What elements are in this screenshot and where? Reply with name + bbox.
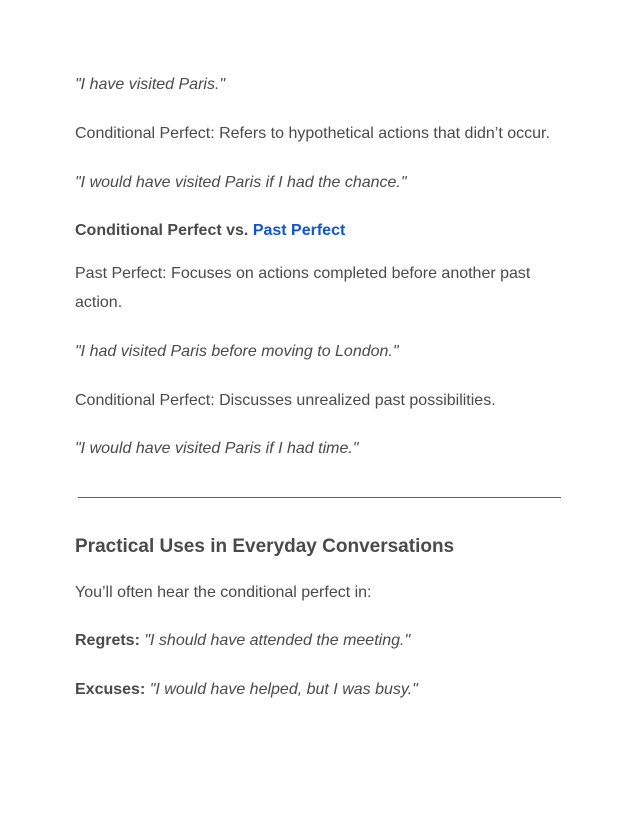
- example-present-perfect: "I have visited Paris.": [75, 76, 226, 93]
- excuses-example: "I would have helped, but I was busy.": [145, 681, 418, 698]
- past-perfect-link[interactable]: Past Perfect: [252, 222, 346, 239]
- excuses-item: [75, 678, 418, 702]
- section-heading: Practical Uses in Everyday Conversations: [75, 536, 455, 557]
- comparison-heading: [75, 219, 345, 243]
- example-conditional-perfect-2: "I would have visited Paris if I had time.": [75, 440, 359, 457]
- regrets-example: "I should have attended the meeting.": [139, 632, 411, 649]
- regrets-item: [75, 629, 410, 653]
- example-conditional-perfect: "I would have visited Paris if I had the chance.": [75, 174, 407, 191]
- past-perfect-definition: Past Perfect: Focuses on actions completed before another past action.: [75, 265, 531, 311]
- comparison-heading-text: Conditional Perfect vs.: [75, 222, 253, 239]
- excuses-label: Excuses:: [75, 681, 146, 698]
- horizontal-divider: [78, 497, 561, 498]
- regrets-label: Regrets:: [75, 632, 140, 649]
- example-past-perfect: "I had visited Paris before moving to London.": [75, 343, 399, 360]
- intro-text: You’ll often hear the conditional perfect in:: [75, 584, 372, 601]
- conditional-perfect-definition-2: Conditional Perfect: Discusses unrealized past possibilities.: [75, 392, 496, 409]
- conditional-perfect-definition: Conditional Perfect: Refers to hypothetical actions that didn’t occur.: [75, 125, 550, 142]
